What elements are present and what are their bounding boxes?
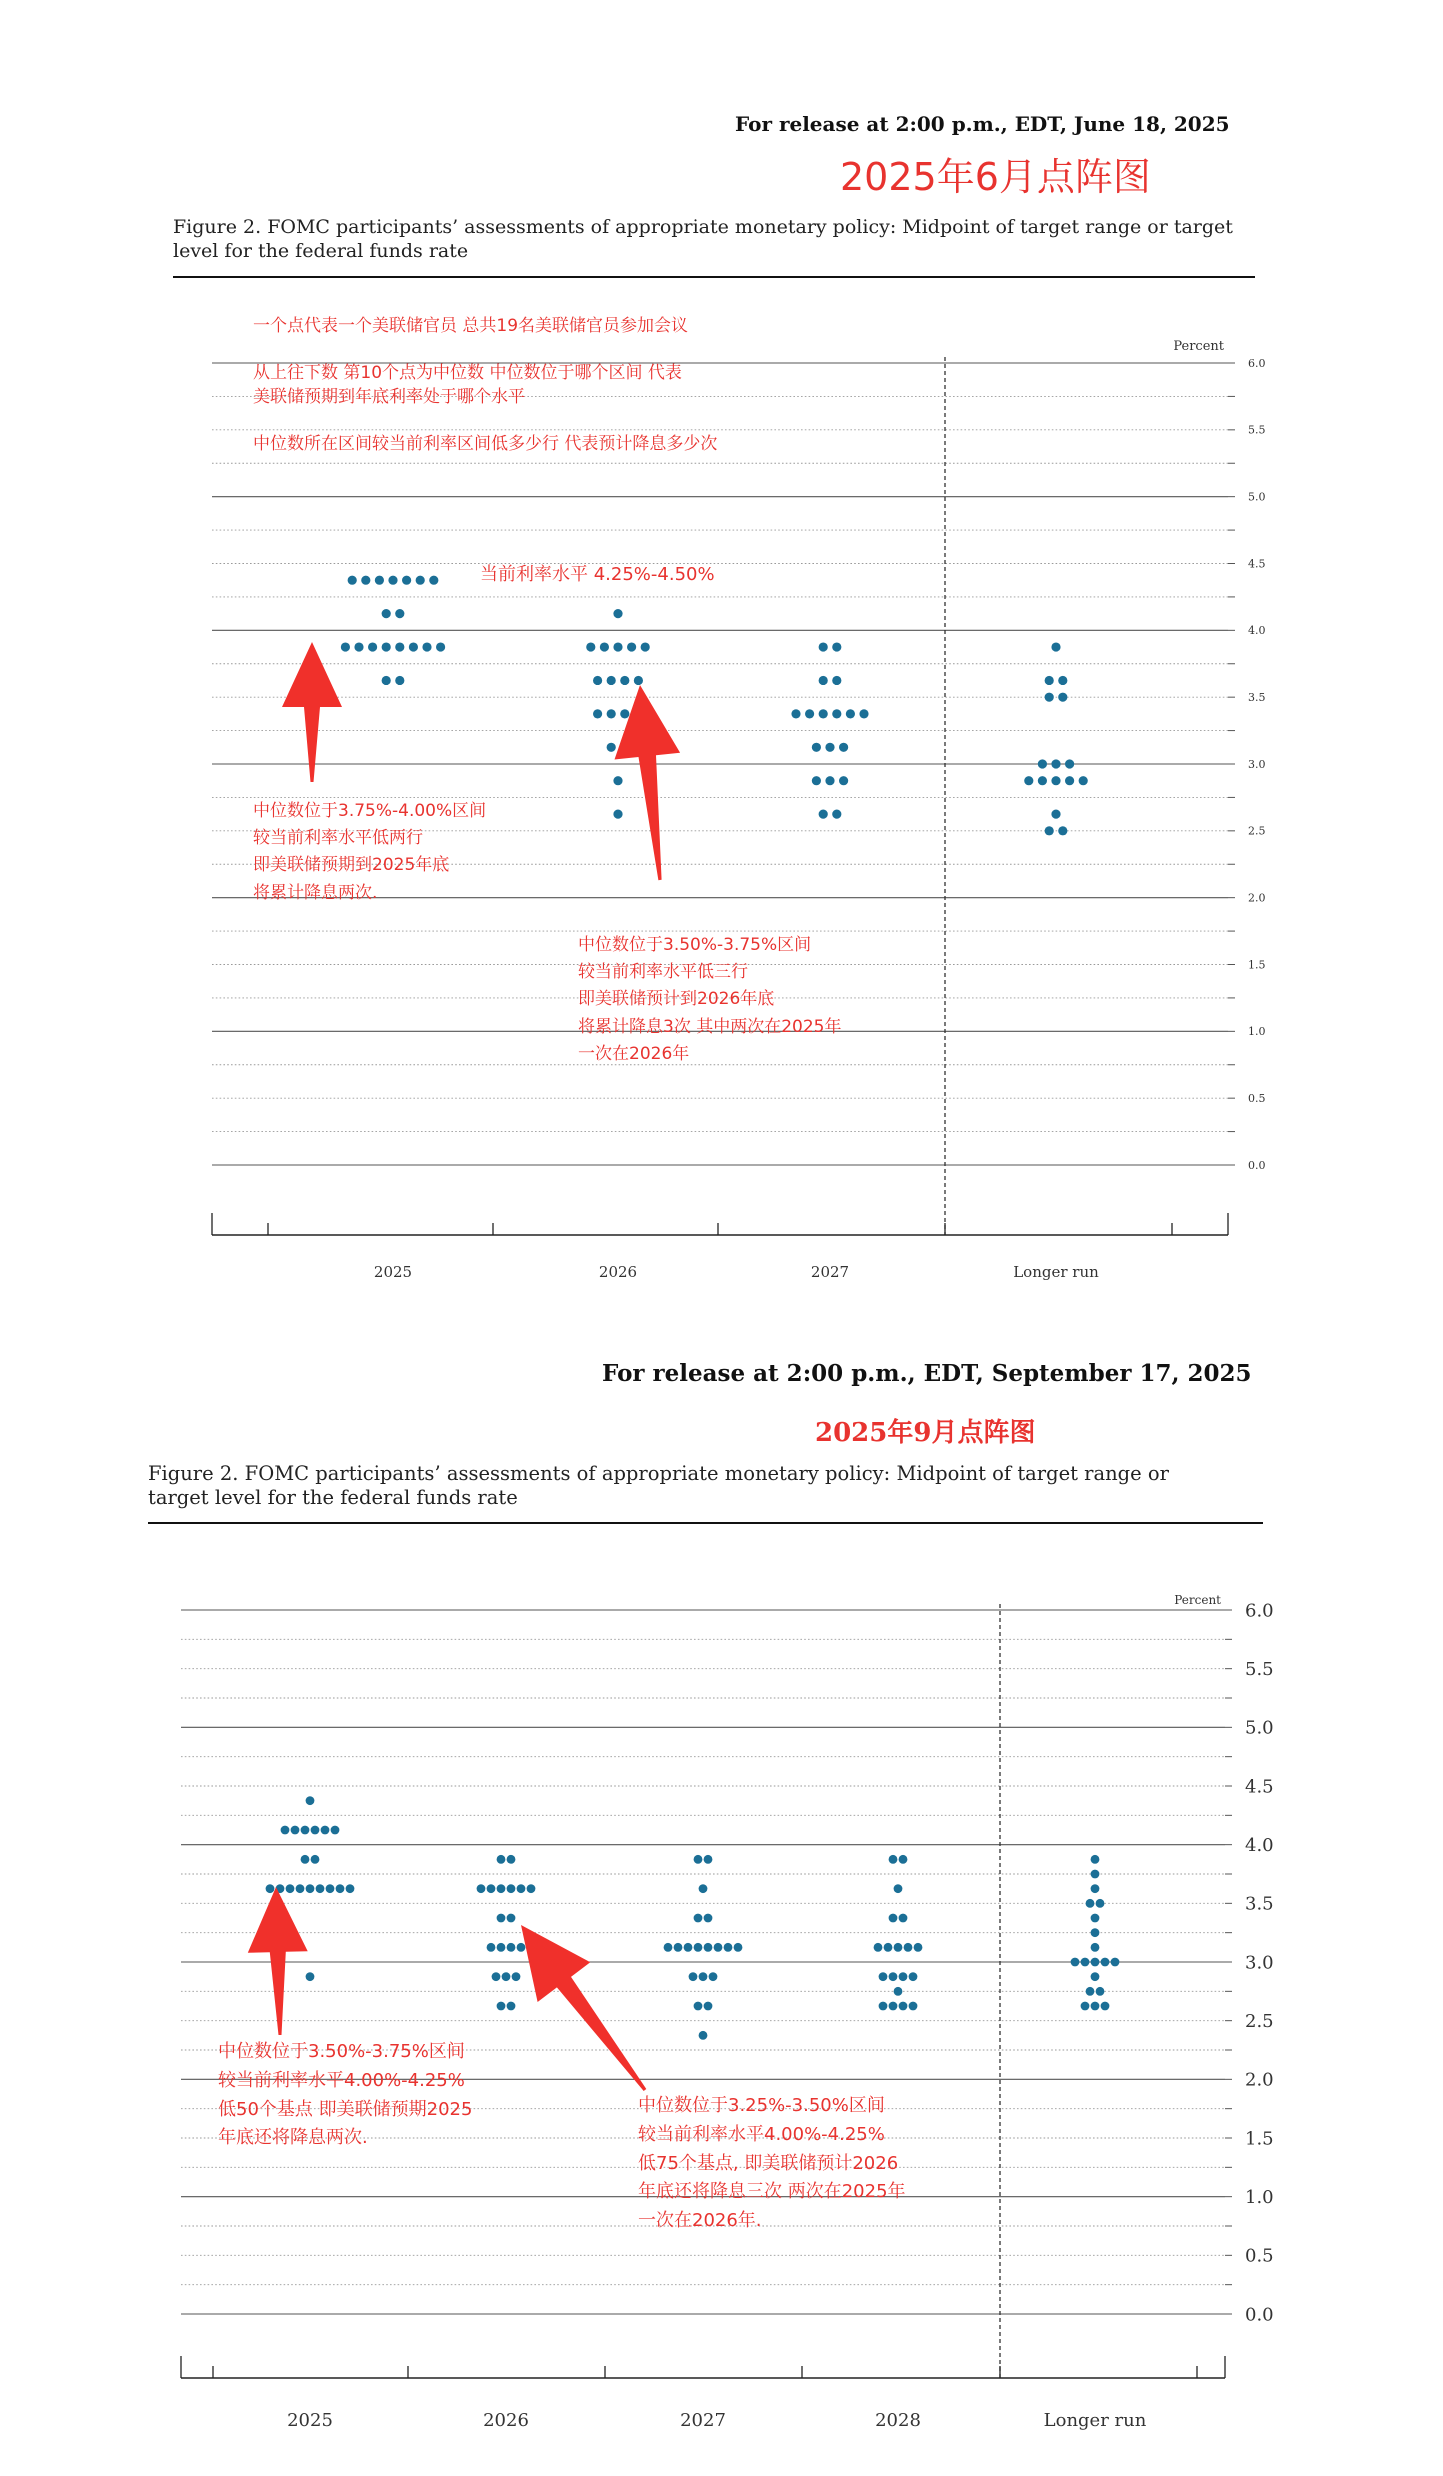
y-tick-label: 2.0	[1245, 2069, 1274, 2091]
participant-dot	[825, 776, 834, 785]
participant-dot	[613, 776, 622, 785]
participant-dot	[1091, 1928, 1100, 1937]
y-tick-label: 4.0	[1248, 624, 1266, 638]
participant-dot	[1045, 826, 1054, 835]
participant-dot	[674, 1943, 683, 1952]
participant-dot	[607, 709, 616, 718]
participant-dot	[477, 1884, 486, 1893]
figure-caption-september: Figure 2. FOMC participants’ assessments of appropriate monetary policy: Midpoint of target range or target level for the federal funds rate	[148, 1462, 1169, 1510]
participant-dot	[607, 743, 616, 752]
participant-dot	[819, 709, 828, 718]
y-axis-label: Percent	[1173, 339, 1224, 354]
figure-caption-june: Figure 2. FOMC participants’ assessments of appropriate monetary policy: Midpoint of target range or target level for the federal funds rate	[173, 216, 1233, 262]
participant-dot	[832, 810, 841, 819]
participant-dot	[832, 676, 841, 685]
participant-dot	[1096, 1899, 1105, 1908]
note-line-3: 美联储预期到年底利率处于哪个水平	[253, 387, 525, 408]
release-line-september: For release at 2:00 p.m., EDT, September 17, 2025	[602, 1360, 1252, 1387]
participant-dot	[382, 676, 391, 685]
participant-dot	[846, 709, 855, 718]
x-category-label: 2025	[287, 2410, 333, 2431]
participant-dot	[497, 1884, 506, 1893]
participant-dot	[899, 1855, 908, 1864]
participant-dot	[507, 1914, 516, 1923]
participant-dot	[375, 576, 384, 585]
participant-dot	[326, 1884, 335, 1893]
participant-dot	[909, 2002, 918, 2011]
y-tick-label: 5.5	[1248, 423, 1266, 437]
participant-dot	[1051, 776, 1060, 785]
note-line-4: 中位数所在区间较当前利率区间低多少行 代表预计降息多少次	[253, 433, 718, 454]
y-tick-label: 4.0	[1245, 1834, 1274, 1856]
participant-dot	[382, 642, 391, 651]
participant-dot	[899, 1972, 908, 1981]
participant-dot	[634, 676, 643, 685]
participant-dot	[487, 1943, 496, 1952]
participant-dot	[1091, 1870, 1100, 1879]
participant-dot	[699, 2031, 708, 2040]
participant-dot	[517, 1884, 526, 1893]
y-tick-label: 0.5	[1245, 2245, 1274, 2267]
participant-dot	[311, 1826, 320, 1835]
note-line-1: 一个点代表一个美联储官员 总共19名美联储官员参加会议	[253, 316, 689, 336]
ann-line: 即美联储预计到2026年底	[578, 989, 775, 1010]
participant-dot	[839, 743, 848, 752]
y-tick-label: 1.0	[1245, 2186, 1274, 2208]
participant-dot	[1058, 826, 1067, 835]
participant-dot	[429, 576, 438, 585]
participant-dot	[664, 1943, 673, 1952]
participant-dot	[1065, 759, 1074, 768]
y-tick-label: 2.5	[1245, 2010, 1274, 2032]
participant-dot	[341, 642, 350, 651]
participant-dot	[286, 1884, 295, 1893]
participant-dot	[613, 810, 622, 819]
participant-dot	[517, 1943, 526, 1952]
note-line-2: 从上往下数 第10个点为中位数 中位数位于哪个区间 代表	[253, 362, 682, 383]
participant-dot	[1091, 1855, 1100, 1864]
y-tick-label: 3.5	[1245, 1893, 1274, 1915]
y-axis-label: Percent	[1174, 1593, 1221, 1607]
participant-dot	[694, 2002, 703, 2011]
participant-dot	[368, 642, 377, 651]
chinese-title-june: 2025年6月点阵图	[840, 155, 1151, 199]
participant-dot	[1051, 642, 1060, 651]
x-category-label: 2028	[875, 2410, 921, 2431]
y-tick-label: 6.0	[1248, 356, 1266, 370]
participant-dot	[859, 709, 868, 718]
participant-dot	[832, 642, 841, 651]
participant-dot	[321, 1826, 330, 1835]
ann-line: 较当前利率水平低三行	[578, 962, 748, 983]
participant-dot	[311, 1855, 320, 1864]
chinese-title-september: 2025年9月点阵图	[815, 1418, 1036, 1448]
ann-line: 低75个基点, 即美联储预计2026	[638, 2152, 899, 2174]
participant-dot	[395, 642, 404, 651]
participant-dot	[586, 642, 595, 651]
participant-dot	[805, 709, 814, 718]
ann-line: 中位数位于3.50%-3.75%区间	[218, 2041, 465, 2062]
y-tick-label: 4.5	[1248, 557, 1266, 571]
x-category-label: Longer run	[1013, 1263, 1099, 1281]
participant-dot	[497, 1855, 506, 1864]
participant-dot	[306, 1884, 315, 1893]
ann-line: 年底还将降息两次.	[218, 2127, 368, 2149]
participant-dot	[306, 1796, 315, 1805]
participant-dot	[1051, 759, 1060, 768]
y-tick-label: 4.5	[1245, 1776, 1274, 1798]
participant-dot	[388, 576, 397, 585]
x-category-label: 2027	[810, 1263, 850, 1281]
ann-line: 较当前利率水平低两行	[253, 828, 423, 849]
participant-dot	[502, 1972, 511, 1981]
participant-dot	[1096, 1987, 1105, 1996]
y-tick-label: 3.0	[1248, 757, 1266, 771]
participant-dot	[361, 576, 370, 585]
participant-dot	[301, 1826, 310, 1835]
participant-dot	[507, 1943, 516, 1952]
ann-line: 中位数位于3.75%-4.00%区间	[253, 801, 487, 821]
participant-dot	[382, 609, 391, 618]
y-tick-label: 5.5	[1245, 1658, 1274, 1680]
y-tick-label: 5.0	[1245, 1717, 1274, 1739]
participant-dot	[819, 676, 828, 685]
participant-dot	[316, 1884, 325, 1893]
participant-dot	[336, 1884, 345, 1893]
participant-dot	[354, 642, 363, 651]
ann-line: 中位数位于3.50%-3.75%区间	[578, 935, 812, 955]
annotation-arrow	[282, 642, 342, 782]
participant-dot	[593, 676, 602, 685]
y-tick-label: 0.0	[1248, 1158, 1266, 1172]
participant-dot	[331, 1826, 340, 1835]
participant-dot	[409, 642, 418, 651]
participant-dot	[613, 642, 622, 651]
participant-dot	[348, 576, 357, 585]
current-rate-note-june: 当前利率水平 4.25%-4.50%	[480, 564, 715, 585]
participant-dot	[600, 642, 609, 651]
participant-dot	[899, 1914, 908, 1923]
annotation-2026-september	[638, 2092, 906, 2236]
y-tick-label: 1.5	[1248, 958, 1266, 972]
participant-dot	[1038, 759, 1047, 768]
ann-line: 将累计降息3次 其中两次在2025年	[578, 1016, 842, 1037]
participant-dot	[1038, 776, 1047, 785]
participant-dot	[1091, 1914, 1100, 1923]
participant-dot	[1058, 676, 1067, 685]
participant-dot	[1091, 1972, 1100, 1981]
participant-dot	[694, 1914, 703, 1923]
participant-dot	[1091, 1958, 1100, 1967]
participant-dot	[306, 1972, 315, 1981]
participant-dot	[791, 709, 800, 718]
participant-dot	[812, 776, 821, 785]
participant-dot	[825, 743, 834, 752]
participant-dot	[889, 1972, 898, 1981]
ann-line: 将累计降息两次.	[253, 882, 378, 903]
y-tick-label: 5.0	[1248, 490, 1266, 504]
participant-dot	[819, 810, 828, 819]
participant-dot	[296, 1884, 305, 1893]
participant-dot	[699, 1884, 708, 1893]
participant-dot	[709, 1972, 718, 1981]
participant-dot	[1111, 1958, 1120, 1967]
release-line-june: For release at 2:00 p.m., EDT, June 18, 2025	[735, 112, 1230, 136]
participant-dot	[1045, 676, 1054, 685]
notes-june	[253, 314, 717, 457]
participant-dot	[879, 2002, 888, 2011]
participant-dot	[1081, 1958, 1090, 1967]
participant-dot	[593, 709, 602, 718]
participant-dot	[436, 642, 445, 651]
participant-dot	[699, 1972, 708, 1981]
participant-dot	[497, 2002, 506, 2011]
ann-line: 年底还将降息三次 两次在2025年	[638, 2181, 906, 2203]
participant-dot	[894, 1943, 903, 1952]
y-tick-label: 0.5	[1248, 1092, 1266, 1106]
participant-dot	[281, 1826, 290, 1835]
participant-dot	[266, 1884, 275, 1893]
y-tick-label: 2.0	[1248, 891, 1266, 905]
participant-dot	[492, 1972, 501, 1981]
participant-dot	[704, 1914, 713, 1923]
participant-dot	[1086, 1987, 1095, 1996]
ann-line: 较当前利率水平4.00%-4.25%	[638, 2123, 885, 2145]
x-category-label: 2025	[373, 1263, 413, 1281]
annotation-2025-june	[253, 798, 486, 907]
ann-line: 即美联储预期到2025年底	[253, 855, 450, 876]
participant-dot	[914, 1943, 923, 1952]
participant-dot	[889, 1855, 898, 1864]
participant-dot	[487, 1884, 496, 1893]
participant-dot	[641, 642, 650, 651]
annotation-2026-june	[578, 932, 841, 1068]
annotation-2025-september	[218, 2038, 472, 2153]
y-tick-label: 6.0	[1245, 1600, 1274, 1622]
ann-line: 较当前利率水平4.00%-4.25%	[218, 2069, 465, 2091]
ann-line: 低50个基点 即美联储预期2025	[218, 2098, 473, 2120]
y-tick-label: 2.5	[1248, 824, 1266, 838]
participant-dot	[714, 1943, 723, 1952]
annotation-arrow	[248, 1887, 308, 2035]
participant-dot	[627, 642, 636, 651]
participant-dot	[291, 1826, 300, 1835]
participant-dot	[1101, 1958, 1110, 1967]
participant-dot	[1051, 810, 1060, 819]
participant-dot	[899, 2002, 908, 2011]
participant-dot	[607, 676, 616, 685]
x-category-label: 2026	[598, 1263, 638, 1281]
x-category-label: 2026	[483, 2410, 529, 2431]
participant-dot	[1024, 776, 1033, 785]
participant-dot	[346, 1884, 355, 1893]
participant-dot	[832, 709, 841, 718]
participant-dot	[1045, 693, 1054, 702]
y-tick-label: 3.0	[1245, 1952, 1274, 1974]
participant-dot	[402, 576, 411, 585]
participant-dot	[301, 1855, 310, 1864]
participant-dot	[889, 2002, 898, 2011]
participant-dot	[1065, 776, 1074, 785]
participant-dot	[909, 1972, 918, 1981]
x-category-label: 2027	[680, 2410, 726, 2431]
participant-dot	[724, 1943, 733, 1952]
x-category-label: Longer run	[1043, 2410, 1147, 2431]
ann-line: 中位数位于3.25%-3.50%区间	[638, 2095, 885, 2116]
participant-dot	[839, 776, 848, 785]
participant-dot	[507, 2002, 516, 2011]
participant-dot	[395, 676, 404, 685]
participant-dot	[527, 1884, 536, 1893]
participant-dot	[507, 1884, 516, 1893]
annotation-arrow	[521, 1925, 646, 2091]
participant-dot	[507, 1855, 516, 1864]
participant-dot	[1071, 1958, 1080, 1967]
participant-dot	[684, 1943, 693, 1952]
participant-dot	[422, 642, 431, 651]
participant-dot	[812, 743, 821, 752]
participant-dot	[894, 1884, 903, 1893]
participant-dot	[1091, 1884, 1100, 1893]
participant-dot	[512, 1972, 521, 1981]
participant-dot	[1079, 776, 1088, 785]
participant-dot	[1101, 2002, 1110, 2011]
ann-line: 一次在2026年.	[638, 2210, 762, 2232]
ann-line: 一次在2026年	[578, 1043, 690, 1064]
dot-plot-september	[0, 1500, 1443, 2460]
participant-dot	[734, 1943, 743, 1952]
participant-dot	[704, 1943, 713, 1952]
participant-dot	[694, 1855, 703, 1864]
participant-dot	[1058, 693, 1067, 702]
y-tick-label: 3.5	[1248, 691, 1266, 705]
participant-dot	[1091, 2002, 1100, 2011]
participant-dot	[620, 676, 629, 685]
participant-dot	[613, 609, 622, 618]
participant-dot	[497, 1914, 506, 1923]
participant-dot	[497, 1943, 506, 1952]
participant-dot	[904, 1943, 913, 1952]
participant-dot	[1086, 1899, 1095, 1908]
participant-dot	[894, 1987, 903, 1996]
participant-dot	[819, 642, 828, 651]
participant-dot	[704, 2002, 713, 2011]
participant-dot	[1091, 1943, 1100, 1952]
participant-dot	[879, 1972, 888, 1981]
participant-dot	[620, 709, 629, 718]
participant-dot	[889, 1914, 898, 1923]
participant-dot	[689, 1972, 698, 1981]
participant-dot	[874, 1943, 883, 1952]
participant-dot	[395, 609, 404, 618]
participant-dot	[884, 1943, 893, 1952]
y-tick-label: 1.0	[1248, 1025, 1266, 1039]
participant-dot	[694, 1943, 703, 1952]
y-tick-label: 1.5	[1245, 2128, 1274, 2150]
participant-dot	[1081, 2002, 1090, 2011]
y-tick-label: 0.0	[1245, 2304, 1274, 2326]
participant-dot	[416, 576, 425, 585]
participant-dot	[704, 1855, 713, 1864]
